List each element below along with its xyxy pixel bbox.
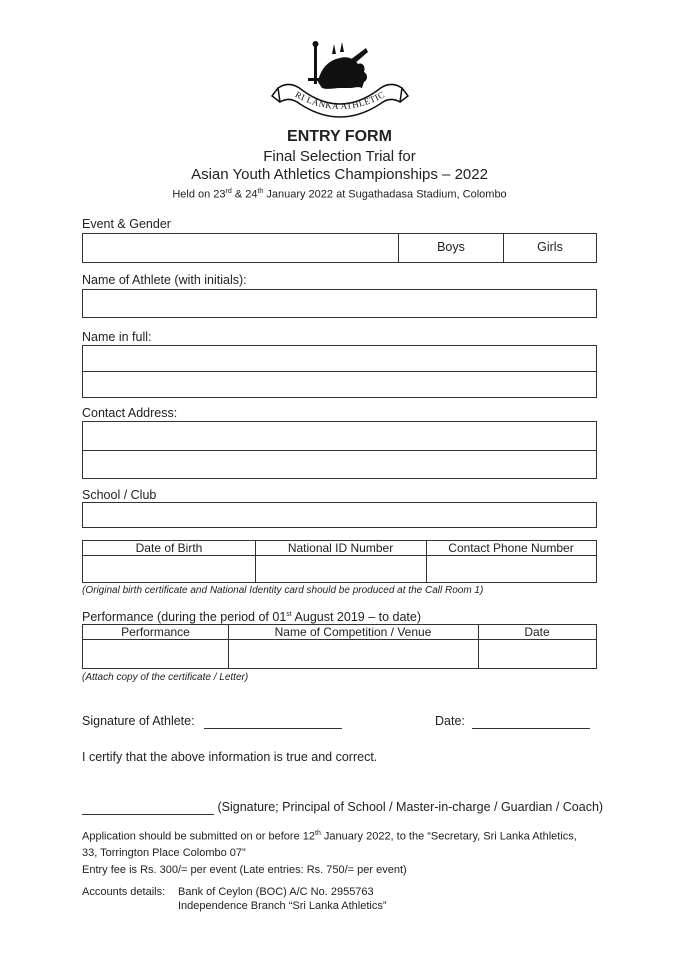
phone-header: Contact Phone Number bbox=[448, 541, 574, 555]
dob-header: Date of Birth bbox=[135, 541, 203, 555]
performance-header: Performance bbox=[121, 625, 190, 639]
certify-statement: I certify that the above information is true and correct. bbox=[82, 750, 378, 764]
full-name-label: Name in full: bbox=[82, 330, 152, 344]
id-table bbox=[82, 540, 597, 583]
principal-signature-row bbox=[82, 800, 603, 815]
date-header: Date bbox=[524, 625, 550, 639]
performance-label: Performance (during the period of 01st August 2019 – to date) bbox=[82, 610, 422, 624]
event-gender-label: Event & Gender bbox=[82, 217, 171, 231]
boys-option[interactable]: Boys bbox=[398, 240, 503, 254]
event-gender-field[interactable] bbox=[82, 233, 597, 263]
nic-header: National ID Number bbox=[287, 541, 394, 555]
address-field[interactable] bbox=[82, 421, 597, 479]
id-note: (Original birth certificate and National Identity card should be produced at the Call Room 1) bbox=[82, 585, 484, 596]
held-info: Held on 23rd & 24th January 2022 at Sugathadasa Stadium, Colombo bbox=[172, 188, 507, 201]
accounts-line2: Independence Branch “Sri Lanka Athletics” bbox=[178, 900, 387, 912]
competition-header: Name of Competition / Venue bbox=[274, 625, 432, 639]
form-title: ENTRY FORM bbox=[287, 128, 392, 145]
date-row bbox=[435, 714, 590, 729]
performance-date-field[interactable] bbox=[479, 640, 596, 668]
performance-table bbox=[82, 624, 597, 669]
nic-field[interactable] bbox=[256, 556, 426, 582]
submission-info: Application should be submitted on or before 12th January 2022, to the “Secretary, Sri Lanka Athletics, 33, Torrington Place Colombo 07” bbox=[82, 830, 577, 859]
principal-signature-field[interactable] bbox=[82, 800, 214, 815]
phone-field[interactable] bbox=[427, 556, 596, 582]
girls-option[interactable]: Girls bbox=[503, 234, 596, 262]
athlete-name-field[interactable] bbox=[82, 289, 597, 318]
accounts-line1: Bank of Ceylon (BOC) A/C No. 2955763 bbox=[178, 886, 374, 898]
entry-fee: Entry fee is Rs. 300/= per event (Late entries: Rs. 750/= per event) bbox=[82, 864, 407, 876]
address-label: Contact Address: bbox=[82, 406, 178, 420]
athlete-signature-label: Signature of Athlete: bbox=[82, 714, 195, 728]
performance-field[interactable] bbox=[83, 640, 228, 668]
dob-field[interactable] bbox=[83, 556, 255, 582]
event-title: Asian Youth Athletics Championships – 2022 bbox=[191, 166, 488, 183]
performance-note: (Attach copy of the certificate / Letter) bbox=[82, 672, 249, 683]
athlete-signature-row bbox=[82, 714, 342, 729]
sri-lanka-athletics-logo bbox=[270, 36, 410, 118]
date-label: Date: bbox=[435, 714, 465, 728]
logo-text: RI LANKA ATHLETIC bbox=[293, 89, 387, 112]
school-label: School / Club bbox=[82, 488, 157, 502]
form-subtitle: Final Selection Trial for bbox=[263, 148, 416, 165]
lion-with-sword-emblem-icon bbox=[270, 36, 410, 118]
accounts-label: Accounts details: bbox=[82, 886, 166, 898]
principal-signature-label: (Signature; Principal of School / Master-in-charge / Guardian / Coach) bbox=[217, 800, 604, 814]
full-name-field[interactable] bbox=[82, 345, 597, 398]
athlete-name-label: Name of Athlete (with initials): bbox=[82, 273, 247, 287]
athlete-signature-field[interactable] bbox=[204, 714, 342, 729]
school-field[interactable] bbox=[82, 502, 597, 528]
date-field[interactable] bbox=[472, 714, 590, 729]
competition-field[interactable] bbox=[229, 640, 478, 668]
